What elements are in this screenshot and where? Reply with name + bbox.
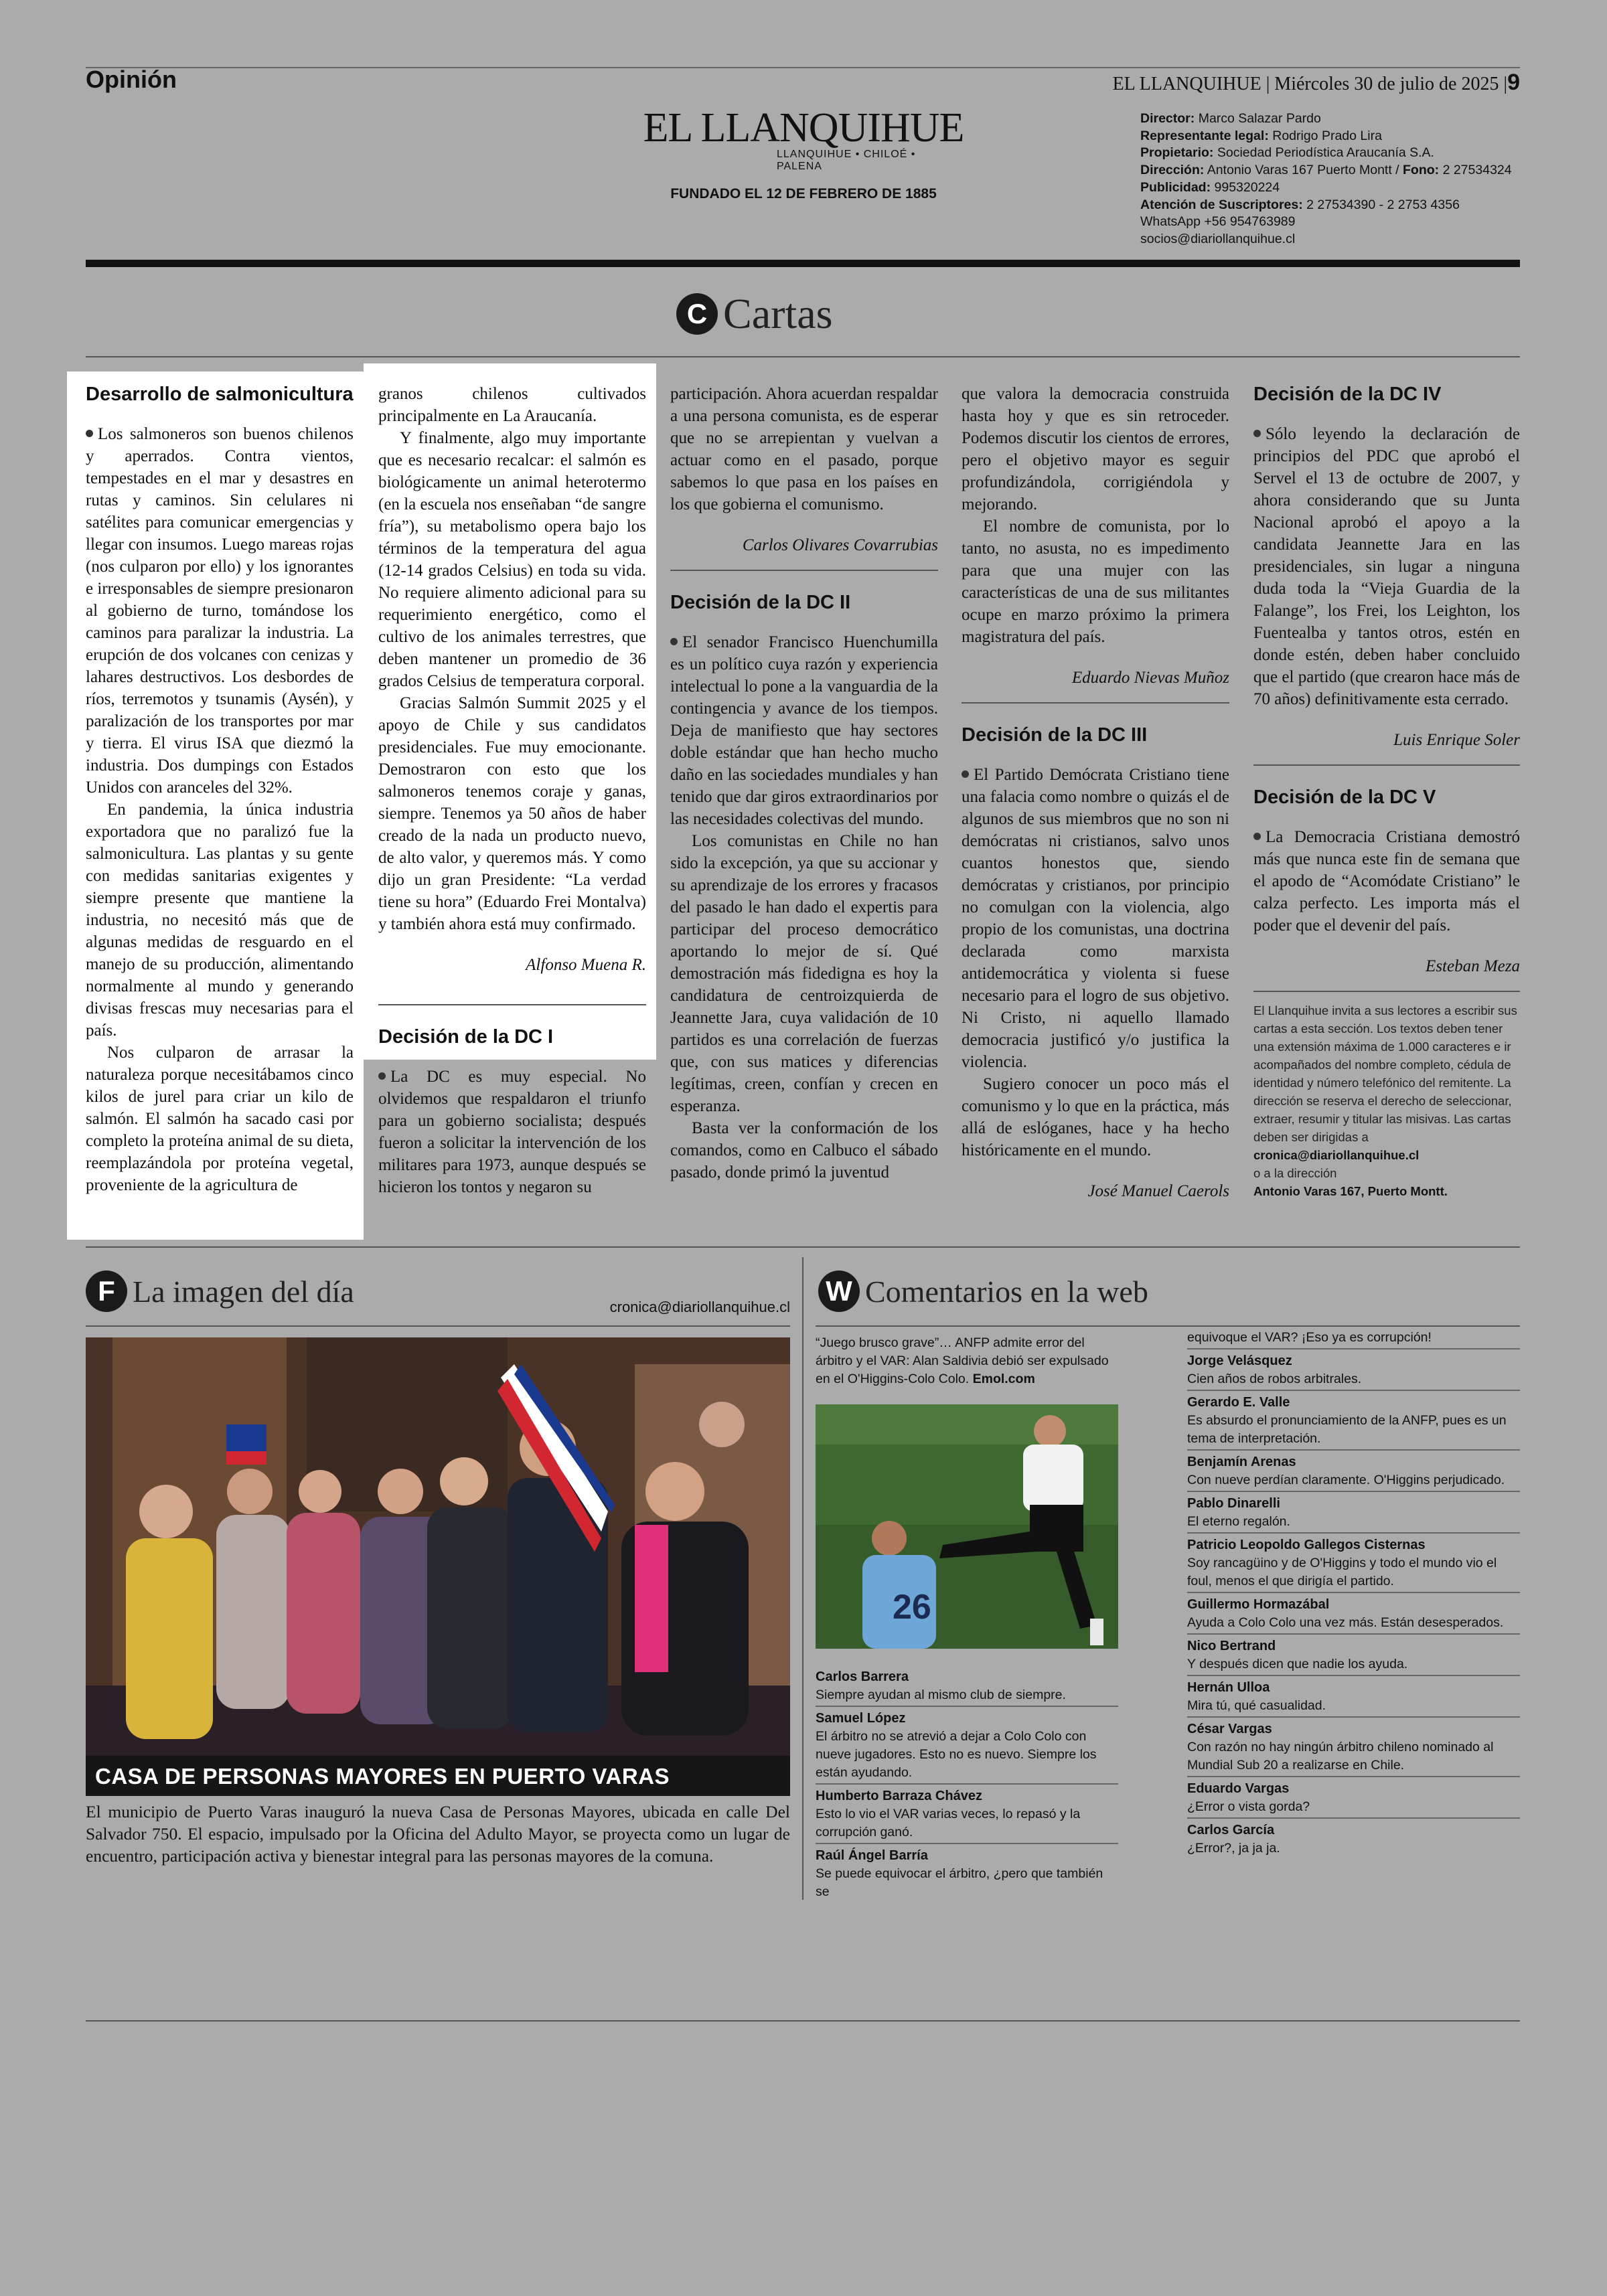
heading-dc-1: Decisión de la DC I bbox=[378, 1026, 554, 1048]
letter-paragraph: participación. Ahora acuerdan respaldar a una persona comunista, es de esperar que no se arrepientan y vuelvan a actuar como en el pasado, porque sabemos lo que pasa en los países en los que gobierna el comunismo. bbox=[670, 385, 938, 513]
cartas-title: Cartas bbox=[723, 290, 833, 337]
intro-source[interactable]: Emol.com bbox=[972, 1372, 1035, 1386]
bullet-icon bbox=[1253, 833, 1261, 840]
letter-paragraph: El nombre de comunista, por lo tanto, no asusta, no es impedimento para que una mujer con las características de una de sus militantes ocupe en marzo próximo la primera magistratura del país. bbox=[962, 517, 1229, 646]
letter-separator bbox=[670, 570, 938, 571]
top-rule bbox=[86, 67, 1520, 68]
comment-entry: Humberto Barraza Chávez Esto lo vio el VAR varias veces, lo repasó y la corrupción ganó. bbox=[816, 1787, 1118, 1844]
comment-entry: Patricio Leopoldo Gallegos Cisternas Soy rancagüino y de O'Higgins y todo el mundo vio el foul, menos el que dirigía el partido. bbox=[1187, 1536, 1520, 1593]
letter-paragraph: Y finalmente, algo muy importante que es necesario recalcar: el salmón es biológicamente un animal heterotermo (en la escuela nos enseñaban “de sangre fría”), su metabolismo opera bajo los términos de la temperatura del agua (12-14 grados Celsius) en toda su vida. No requiere alimento adicional para su requerimiento energético, como el cultivo de los animales terrestres, que deben mantener un promedio de 36 grados Celsius de temperatura corporal. bbox=[378, 429, 646, 690]
letter-col-4 bbox=[962, 383, 1229, 1216]
section-label: Opinión bbox=[86, 66, 177, 93]
founded-line: FUNDADO EL 12 DE FEBRERO DE 1885 bbox=[670, 186, 937, 201]
comment-author: Jorge Velásquez bbox=[1187, 1354, 1292, 1368]
letter-paragraph: En pandemia, la única industria exportadora que no paralizó fue la salmonicultura. Las plantas y su gente con medidas sanitarias exigentes y siempre presente que mantiene la industria, no necesitó más que de algunas medidas de resguardo en el manejo de su producción, alimentando normalmente al mundo y generando divisas frescas muy necesarias para el país. bbox=[86, 801, 354, 1040]
crowd-photo-illustration bbox=[86, 1337, 790, 1796]
staff-legal: Representante legal: Rodrigo Prado Lira bbox=[1140, 128, 1382, 143]
comment-author: Patricio Leopoldo Gallegos Cisternas bbox=[1187, 1538, 1426, 1552]
imagen-header bbox=[86, 1270, 354, 1312]
comment-entry: Nico Bertrand Y después dicen que nadie los ayuda. bbox=[1187, 1637, 1520, 1676]
comment-entry: Jorge Velásquez Cien años de robos arbitrales. bbox=[1187, 1352, 1520, 1391]
bullet-icon bbox=[86, 430, 93, 437]
letter-paragraph: La DC es muy especial. No olvidemos que respaldaron el triunfo para un gobierno socialista; después fueron a solicitar la intervención de los militares para 1973, aunque después se hicieron los tontos y negaron su bbox=[378, 1068, 646, 1196]
web-intro: “Juego brusco grave”… ANFP admite error del árbitro y el VAR: Alan Saldivia debió ser expulsado en el O'Higgins-Colo Colo. Emol.com bbox=[816, 1335, 1109, 1386]
heading-dc-3: Decisión de la DC III bbox=[962, 724, 1148, 746]
photo-caption-bar bbox=[86, 1756, 790, 1796]
football-photo-illustration bbox=[816, 1404, 1118, 1649]
letter-paragraph: granos chilenos cultivados principalmente en La Araucanía. bbox=[378, 385, 646, 425]
page-number: 9 bbox=[1507, 70, 1520, 95]
bullet-icon bbox=[1253, 430, 1261, 437]
letter-paragraph: Sugiero conocer un poco más el comunismo y lo que en la práctica, más allá de eslóganes, hace y ha hecho históricamente en el mundo. bbox=[962, 1075, 1229, 1159]
comment-author: Carlos García bbox=[1187, 1823, 1275, 1837]
staff-email[interactable]: socios@diariollanquihue.cl bbox=[1140, 231, 1296, 246]
letter-paragraph: Los salmoneros son buenos chilenos y aperrados. Contra vientos, tempestades en el mar y desastres en rutas y caminos. Sin celulares ni satélites para comunicar emergencias y llegar con insumos. Luego mareas rojas (nos culparon por ello) y los ignorantes e irresponsables de siempre presionaron al gobierno de turno, tomándose los caminos para paralizar la industria. La erupción de dos volcanes con cenizas y lahares destructivos. Los desbordes de ríos, terremotos y tsunamis (Aysén), y paralización de los transportes por mar y tierra. El virus ISA que diezmó la industria. Dos dumpings con Estados Unidos con aranceles del 32%. bbox=[86, 425, 354, 797]
imagen-email[interactable]: cronica@diariollanquihue.cl bbox=[609, 1299, 790, 1315]
section-divider bbox=[86, 1246, 1520, 1248]
left-comments bbox=[816, 1668, 1118, 1905]
bullet-icon bbox=[670, 638, 678, 645]
comment-author: Pablo Dinarelli bbox=[1187, 1496, 1280, 1511]
imagen-f-icon: F bbox=[86, 1270, 127, 1312]
submission-note: El Llanquihue invita a sus lectores a escribir sus cartas a esta sección. Los textos deben tener una extensión máxima de 1.000 caracteres e ir acompañados del nombre completo, cédula de identidad y número telefónico del remitente. La dirección se reserva el derecho de seleccionar, extraer, resumir y titular las misivas. Las cartas deben ser dirigidas a cronica@diariollanquihue.cl o a la dirección Antonio Varas 167, Puerto Montt. bbox=[1253, 1003, 1517, 1198]
letter-paragraph: Nos culparon de arrasar la naturaleza porque necesitábamos cinco kilos de jurel para criar un kilo de salmón. El salmón ha sacado casi por completo la proteína animal de su dieta, reemplazándola por proteína vegetal, proveniente de la agricultura de bbox=[86, 1044, 354, 1194]
comment-author: Carlos Barrera bbox=[816, 1669, 909, 1684]
heading-dc-2: Decisión de la DC II bbox=[670, 592, 851, 613]
comment-author: Nico Bertrand bbox=[1187, 1639, 1276, 1653]
letter-paragraph: Basta ver la conformación de los comandos, como en Calbuco el sábado pasado, donde primó la juventud bbox=[670, 1119, 938, 1181]
jersey-number: 26 bbox=[893, 1588, 931, 1627]
heading-dc-5: Decisión de la DC V bbox=[1253, 787, 1436, 808]
staff-whatsapp: WhatsApp +56 954763989 bbox=[1140, 214, 1296, 230]
comment-entry: Carlos Barrera Siempre ayudan al mismo club de siempre. bbox=[816, 1668, 1118, 1707]
imagen-text: El municipio de Puerto Varas inauguró la nueva Casa de Personas Mayores, ubicada en calle Del Salvador 750. El espacio, impulsado por la Oficina del Adulto Mayor, se proyecta como un lugar de encuentro, participación activa y bienestar integral para las personas mayores de la comuna. bbox=[86, 1802, 790, 1866]
note-address: Antonio Varas 167, Puerto Montt. bbox=[1253, 1184, 1448, 1198]
letter-paragraph: La Democracia Cristiana demostró más que nunca este fin de semana que el apodo de “Acomódate Cristiano” le calza perfecto. Les importa más el poder que el devenir del país. bbox=[1253, 828, 1520, 934]
letter-paragraph: Sólo leyendo la declaración de principios del PDC que aprobó el Servel el 13 de octubre de 2007, y ahora considerando que su Junta Nacional aprobó el apoyo a la candidata Jeannette Jara en las presidenciales, sin lugar a ninguna duda toda la “Vieja Guardia de la Falange”, los Frei, los Leighton, los Fuentealba y tantos otros, estén en donde estén, deben haber concluido que el partido (que crearon hace más de 70 años) definitivamente esta cerrado. bbox=[1253, 425, 1520, 708]
web-header bbox=[818, 1270, 1148, 1312]
bullet-icon bbox=[962, 770, 969, 778]
comment-author: Guillermo Hormazábal bbox=[1187, 1597, 1330, 1612]
staff-owner: Propietario: Sociedad Periodística Araucanía S.A. bbox=[1140, 145, 1434, 161]
letter-paragraph: Gracias Salmón Summit 2025 y el apoyo de Chile y sus candidatos presidenciales. Fue muy emocionante. Demostraron con esto que los salmoneros tenemos coraje y ganas, siempre. Tenemos ya 50 años de haber creado de la nada un producto nuevo, de alto valor, y queremos más. Y como dijo un gran Presidente: “La verdad tiene su hora” (Eduardo Frei Montalva) y también ahora está muy confirmado. bbox=[378, 694, 646, 933]
paper-date: EL LLANQUIHUE | Miércoles 30 de julio de 2025 |9 bbox=[1112, 70, 1520, 95]
comment-entry: Eduardo Vargas ¿Error o vista gorda? bbox=[1187, 1780, 1520, 1819]
masthead-name: EL LLANQUIHUE bbox=[643, 105, 964, 151]
comment-entry: Guillermo Hormazábal Ayuda a Colo Colo una vez más. Están desesperados. bbox=[1187, 1596, 1520, 1635]
photo-caption: CASA DE PERSONAS MAYORES EN PUERTO VARAS bbox=[95, 1764, 670, 1789]
letter-col-5 bbox=[1253, 383, 1520, 1200]
heading-dc-4: Decisión de la DC IV bbox=[1253, 384, 1442, 405]
letter-separator bbox=[378, 1004, 646, 1005]
heading-salmonicultura: Desarrollo de salmonicultura bbox=[86, 384, 354, 405]
web-w-icon: W bbox=[818, 1270, 860, 1312]
staff-director: Director: Marco Salazar Pardo bbox=[1140, 111, 1321, 126]
masthead bbox=[643, 107, 964, 202]
comment-entry: Benjamín Arenas Con nueve perdían claramente. O'Higgins perjudicado. bbox=[1187, 1453, 1520, 1492]
comment-author: Raúl Ángel Barría bbox=[816, 1848, 928, 1863]
note-email[interactable]: cronica@diariollanquihue.cl bbox=[1253, 1148, 1420, 1162]
comment-entry: Gerardo E. Valle Es absurdo el pronunciamiento de la ANFP, pues es un tema de interpretación. bbox=[1187, 1394, 1520, 1451]
right-comments bbox=[1187, 1329, 1520, 1862]
comment-entry: Pablo Dinarelli El eterno regalón. bbox=[1187, 1495, 1520, 1534]
letter-col-1 bbox=[86, 383, 354, 1196]
signature: Alfonso Muena R. bbox=[526, 956, 646, 974]
comment-author: Humberto Barraza Chávez bbox=[816, 1789, 982, 1803]
football-photo bbox=[816, 1404, 1118, 1649]
comment-continuation: equivoque el VAR? ¡Eso ya es corrupción! bbox=[1187, 1329, 1520, 1349]
comment-entry: Samuel López El árbitro no se atrevió a dejar a Colo Colo con nueve jugadores. Esto no es nuevo. Siempre los están ayudando. bbox=[816, 1710, 1118, 1785]
signature: Luis Enrique Soler bbox=[1393, 731, 1520, 749]
letter-separator bbox=[1253, 991, 1520, 992]
cartas-header bbox=[676, 289, 833, 339]
signature: Eduardo Nievas Muñoz bbox=[1071, 669, 1229, 687]
letter-separator bbox=[1253, 764, 1520, 766]
comment-author: Eduardo Vargas bbox=[1187, 1781, 1290, 1796]
signature: José Manuel Caerols bbox=[1087, 1182, 1229, 1200]
comment-author: César Vargas bbox=[1187, 1722, 1272, 1736]
staff-address: Dirección: Antonio Varas 167 Puerto Montt / Fono: 2 27534324 bbox=[1140, 163, 1512, 178]
web-title: Comentarios en la web bbox=[865, 1274, 1148, 1309]
letter-col-3 bbox=[670, 383, 938, 1183]
letter-separator bbox=[962, 702, 1229, 704]
cartas-c-icon: C bbox=[676, 293, 718, 335]
masthead-sub: LLANQUIHUE • CHILOÉ • PALENA bbox=[777, 149, 916, 172]
letter-col-2 bbox=[378, 383, 646, 1198]
letter-paragraph: que valora la democracia construida hasta hoy y que es sin retroceder. Podemos discutir los cientos de errores, pero el objetivo mayor es seguir profundizándola, corrigiéndola y mejorando. bbox=[962, 385, 1229, 513]
bullet-icon bbox=[378, 1072, 386, 1080]
comment-author: Hernán Ulloa bbox=[1187, 1680, 1270, 1695]
comment-entry: Carlos García ¿Error?, ja ja ja. bbox=[1187, 1821, 1520, 1859]
staff-box bbox=[1140, 110, 1512, 248]
imagen-title: La imagen del día bbox=[133, 1274, 354, 1309]
photo-casa-mayores bbox=[86, 1337, 790, 1796]
signature: Carlos Olivares Covarrubias bbox=[742, 536, 938, 554]
vertical-divider bbox=[802, 1257, 804, 1900]
letter-paragraph: El Partido Demócrata Cristiano tiene una falacia como nombre o quizás el de algunos de sus miembros que no son ni demócratas ni cristianos, salvo unos cuantos honestos que, siendo demócratas y cristianos, por principio no comulgan con la violencia, algo propio de los comunistas, una doctrina declarada como marxista antidemocrática y violenta si fuese necesario para el logro de sus objetivo. Ni Cristo, ni aquello llamado democracia justificó y/o justifica la violencia. bbox=[962, 766, 1229, 1071]
comment-entry: Raúl Ángel Barría Se puede equivocar el árbitro, ¿pero que también se bbox=[816, 1847, 1118, 1902]
web-rule bbox=[816, 1325, 1520, 1327]
header-thick-rule bbox=[86, 260, 1520, 267]
letter-paragraph: El senador Francisco Huenchumilla es un político cuya razón y experiencia intelectual lo pone a la vanguardia de la contingencia y avance de los tiempos. Deja de manifiesto que hay sectores doble estándar que han hecho mucho daño en las sociedades mundiales y han tenido que dar giros extraordinarios por las necesidades colectivas del mundo. bbox=[670, 633, 938, 828]
staff-subscribers: Atención de Suscriptores: 2 27534390 - 2 2753 4356 bbox=[1140, 197, 1460, 212]
comment-entry: Hernán Ulloa Mira tú, qué casualidad. bbox=[1187, 1679, 1520, 1718]
letter-paragraph: Los comunistas en Chile no han sido la excepción, ya que su accionar y su aprendizaje de los errores y fracasos del pasado le han dado el expertis para participar del proceso democrático aportando lo mejor de sí. Qué demostración más fidedigna es hoy la candidatura de centroizquierda de Jeannette Jara, cuya validación de 10 partidos es una correlación de fuerzas que, con sus matices y diferencias legítimas, creen, confían y crecen en esperanza. bbox=[670, 832, 938, 1115]
comment-author: Samuel López bbox=[816, 1711, 906, 1726]
comment-entry: César Vargas Con razón no hay ningún árbitro chileno nominado al Mundial Sub 20 a realizarse en Chile. bbox=[1187, 1720, 1520, 1777]
comment-author: Gerardo E. Valle bbox=[1187, 1395, 1290, 1410]
cartas-rule bbox=[86, 356, 1520, 357]
signature: Esteban Meza bbox=[1426, 957, 1520, 975]
imagen-rule bbox=[86, 1325, 790, 1327]
comment-author: Benjamín Arenas bbox=[1187, 1455, 1296, 1469]
staff-ads: Publicidad: 995320224 bbox=[1140, 179, 1280, 195]
footer-rule bbox=[86, 2020, 1520, 2022]
